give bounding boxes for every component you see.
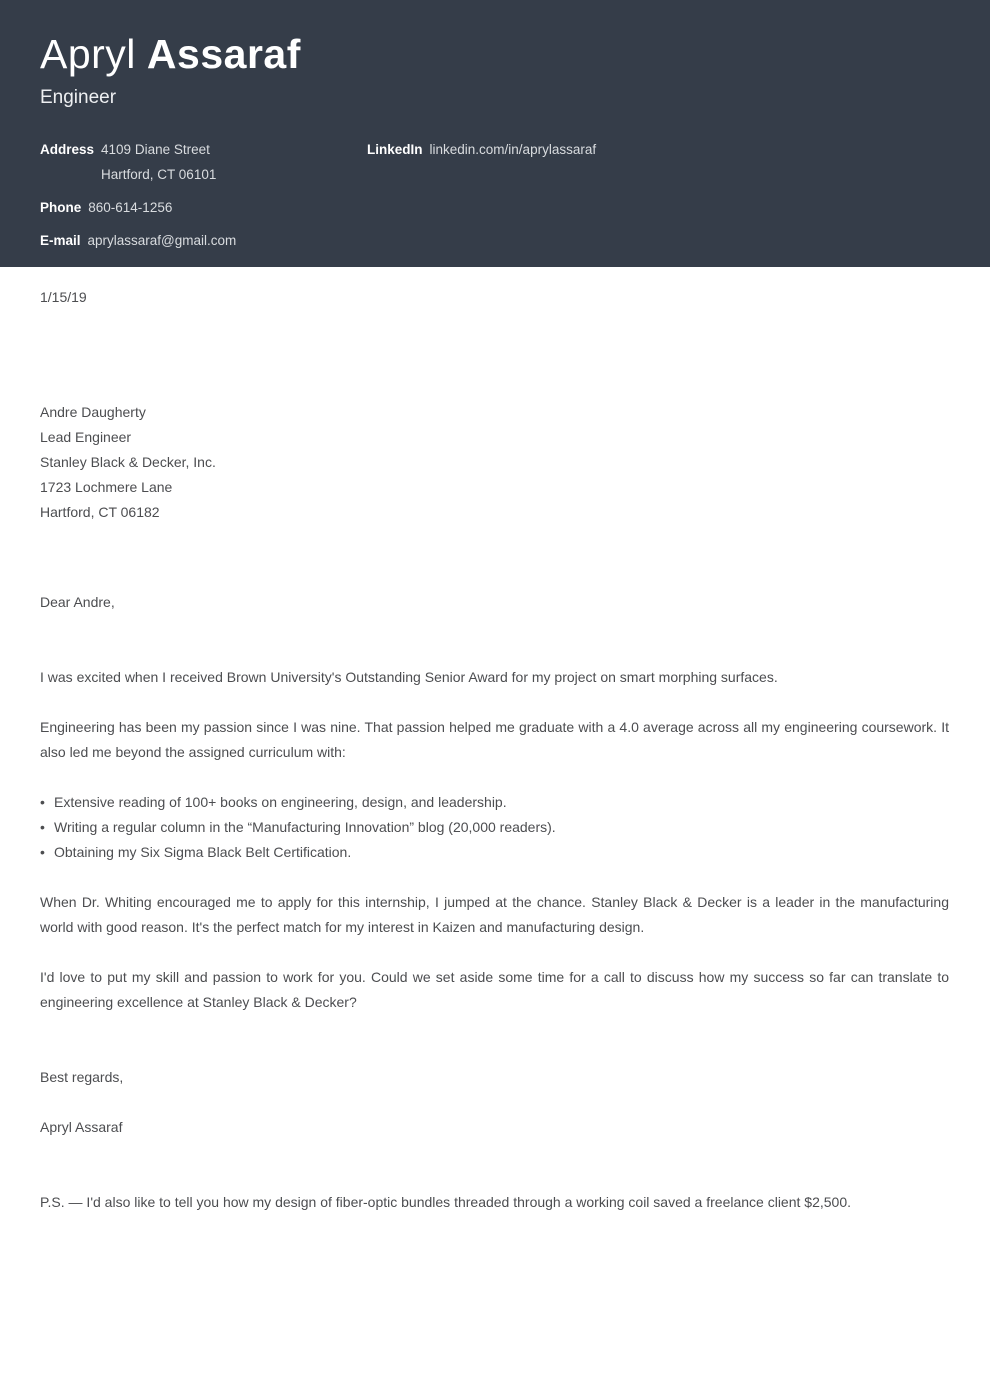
bullet-marker: • (40, 794, 45, 810)
recipient-title: Lead Engineer (40, 429, 132, 445)
address-line-1: 4109 Diane Street (101, 142, 210, 157)
address-line-2: Hartford, CT 06101 (101, 167, 217, 182)
achievement-list (40, 790, 949, 865)
email-label: E-mail (40, 233, 81, 248)
phone-value: 860-614-1256 (88, 200, 173, 215)
bullet-text-1: Extensive reading of 100+ books on engineering, design, and leadership. (54, 794, 507, 810)
bullet-text-2: Writing a regular column in the “Manufacturing Innovation” blog (20,000 readers). (54, 819, 556, 835)
person-name (40, 30, 949, 78)
closing: Best regards, (40, 1069, 124, 1085)
linkedin-value: linkedin.com/in/aprylassaraf (429, 142, 597, 157)
phone-label: Phone (40, 200, 82, 215)
contact-row-email (40, 228, 367, 253)
contact-row-linkedin (367, 137, 949, 162)
recipient-street: 1723 Lochmere Lane (40, 479, 173, 495)
contact-column-right (367, 137, 949, 253)
letter-date: 1/15/19 (40, 289, 87, 305)
postscript: P.S. — I'd also like to tell you how my design of fiber-optic bundles threaded through a working coil saved a freelance client $2,500. (40, 1194, 851, 1210)
list-item (40, 790, 949, 815)
email-value: aprylassaraf@gmail.com (87, 233, 237, 248)
salutation: Dear Andre, (40, 594, 115, 610)
contact-row-phone (40, 195, 367, 220)
bullet-marker: • (40, 819, 45, 835)
recipient-name: Andre Daugherty (40, 404, 146, 420)
bullet-marker: • (40, 844, 45, 860)
paragraph-call-to-action: I'd love to put my skill and passion to work for you. Could we set aside some time for a call to discuss how my success so far can translate to engineering excellence at Stanley Black & Decker? (40, 969, 949, 1010)
address-label: Address (40, 142, 95, 157)
contact-section (40, 137, 949, 253)
linkedin-label: LinkedIn (367, 142, 423, 157)
person-last-name: Assaraf (146, 31, 301, 77)
paragraph-passion: Engineering has been my passion since I was nine. That passion helped me graduate with a 4.0 average across all my engineering coursework. It also led me beyond the assigned curriculum with: (40, 719, 949, 760)
recipient-city: Hartford, CT 06182 (40, 504, 160, 520)
contact-row-address (40, 137, 367, 187)
bullet-text-3: Obtaining my Six Sigma Black Belt Certification. (54, 844, 352, 860)
letter-header (0, 0, 990, 267)
list-item (40, 840, 949, 865)
signature-name: Apryl Assaraf (40, 1119, 123, 1135)
contact-column-left (40, 137, 367, 253)
paragraph-company: When Dr. Whiting encouraged me to apply for this internship, I jumped at the chance. Stanley Black & Decker is a leader in the manufacturing world with good reason. It's the perfect match for my interest in Kaizen and manufacturing design. (40, 894, 949, 935)
list-item (40, 815, 949, 840)
address-value (101, 137, 216, 187)
letter-body (0, 285, 990, 1215)
recipient-block (40, 400, 949, 525)
paragraph-intro: I was excited when I received Brown University's Outstanding Senior Award for my project on smart morphing surfaces. (40, 669, 778, 685)
person-first-name: Apryl (40, 31, 136, 77)
recipient-company: Stanley Black & Decker, Inc. (40, 454, 216, 470)
job-title: Engineer (40, 87, 117, 108)
